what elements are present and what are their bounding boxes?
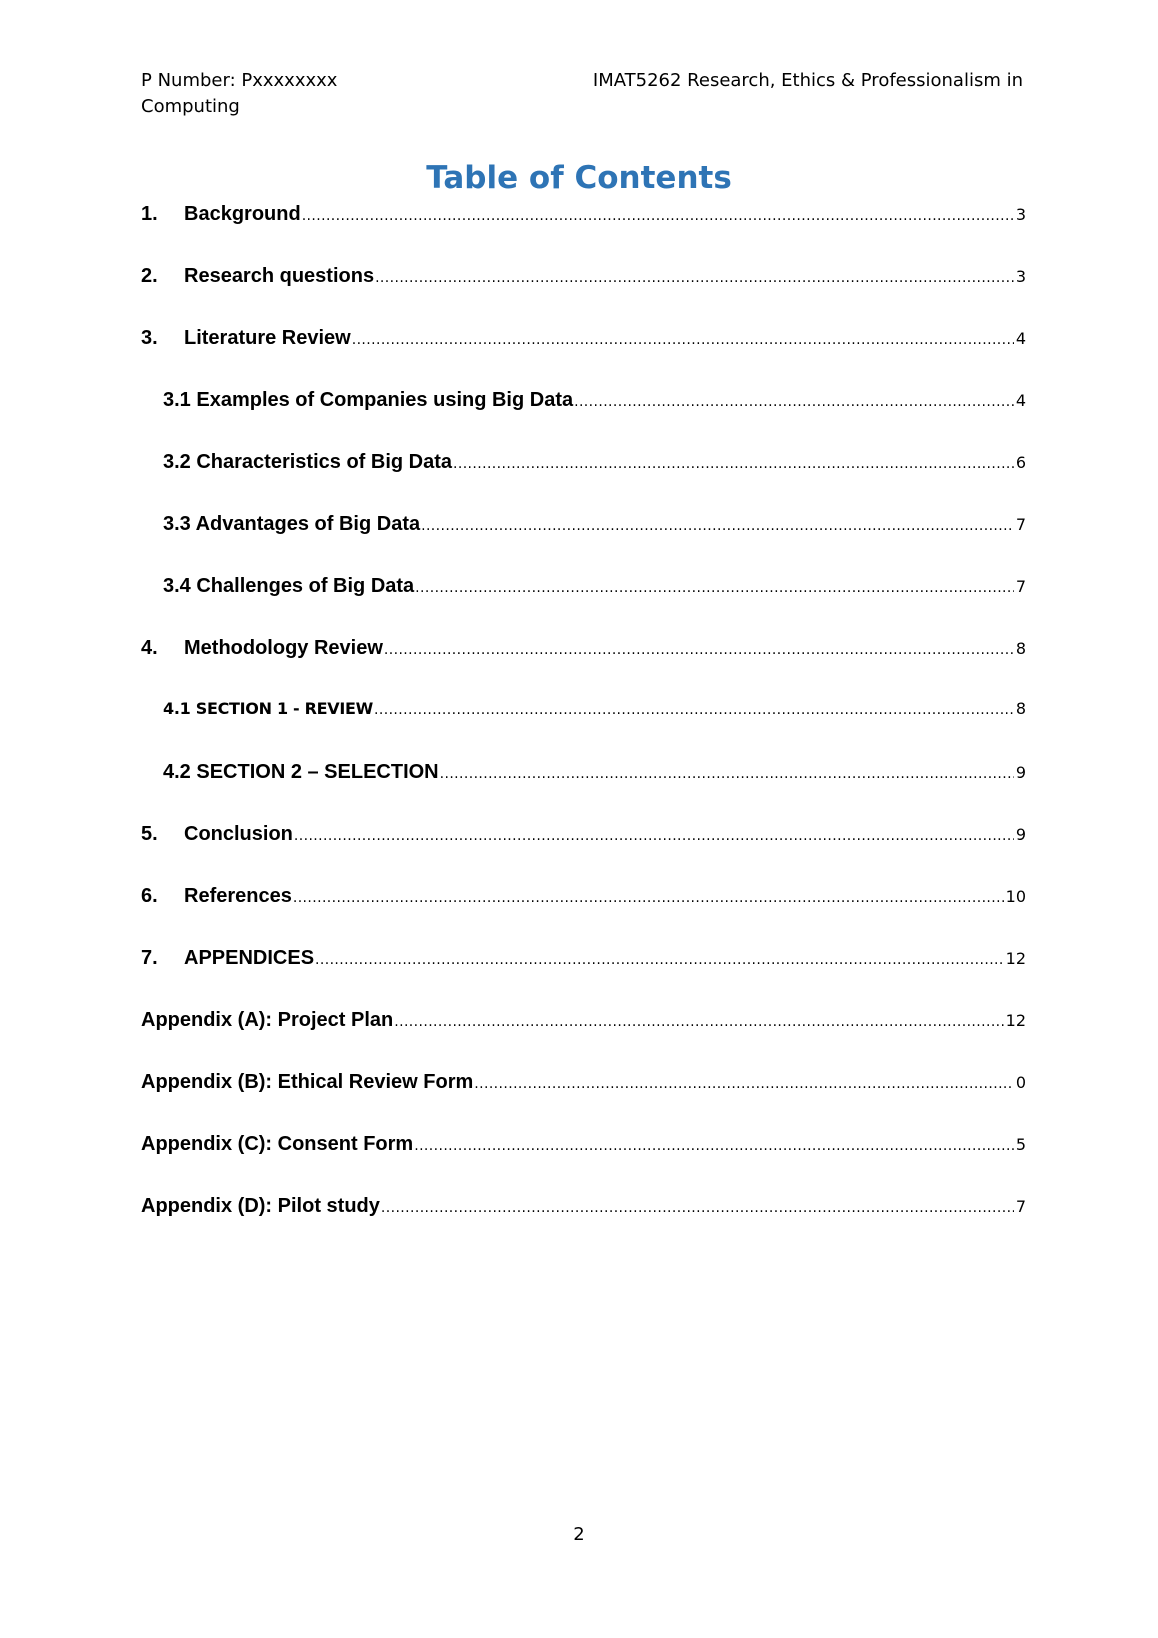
toc-entry-references[interactable] — [141, 885, 1026, 915]
toc-dot-leader — [293, 890, 1004, 906]
toc-entry-page: 3 — [1015, 205, 1026, 224]
toc-entry-page: 9 — [1015, 763, 1026, 782]
toc-entry-page: 9 — [1015, 825, 1026, 844]
toc-entry-number: 4. — [141, 637, 158, 659]
toc-dot-leader — [415, 580, 1014, 596]
toc-entry-label: Appendix (C): Consent Form — [141, 1133, 414, 1155]
toc-entry-page: 4 — [1015, 329, 1026, 348]
toc-dot-leader — [574, 394, 1014, 410]
toc-entry-appendix-d[interactable] — [141, 1195, 1026, 1225]
toc-dot-leader — [421, 518, 1014, 534]
toc-entry-advantages[interactable] — [141, 513, 1026, 543]
toc-entry-page: 7 — [1015, 515, 1026, 534]
toc-entry-label: 3.3 Advantages of Big Data — [163, 513, 421, 535]
toc-entry-label: Literature Review — [184, 327, 351, 349]
toc-entry-label: Methodology Review — [184, 637, 383, 659]
toc-entry-section-2-selection[interactable] — [141, 761, 1026, 791]
toc-entry-appendix-a[interactable] — [141, 1009, 1026, 1039]
header-p-number: P Number: Pxxxxxxxx — [141, 70, 338, 91]
toc-entry-characteristics[interactable] — [141, 451, 1026, 481]
toc-entry-page: 12 — [1005, 1011, 1026, 1030]
toc-entry-label: Research questions — [184, 265, 375, 287]
toc-entry-page: 12 — [1005, 949, 1026, 968]
toc-entry-label: APPENDICES — [184, 947, 315, 969]
toc-entry-page: 7 — [1015, 1197, 1026, 1216]
toc-dot-leader — [381, 1200, 1014, 1216]
toc-entry-label: References — [184, 885, 292, 907]
toc-entry-research-questions[interactable] — [141, 265, 1026, 295]
toc-entry-appendix-b[interactable] — [141, 1071, 1026, 1101]
toc-entry-literature-review[interactable] — [141, 327, 1026, 357]
toc-entry-page: 5 — [1015, 1135, 1026, 1154]
toc-entry-challenges[interactable] — [141, 575, 1026, 605]
toc-entry-methodology-review[interactable] — [141, 637, 1026, 667]
toc-dot-leader — [375, 270, 1014, 286]
toc-entry-section-1-review[interactable] — [141, 699, 1026, 729]
toc-dot-leader — [474, 1076, 1014, 1092]
toc-dot-leader — [384, 642, 1014, 658]
toc-entry-label: 4.1 SECTION 1 - REVIEW — [163, 699, 374, 718]
toc-entry-page: 8 — [1015, 639, 1026, 658]
toc-dot-leader — [394, 1014, 1003, 1030]
toc-entry-label: 4.2 SECTION 2 – SELECTION — [163, 761, 439, 783]
toc-entry-conclusion[interactable] — [141, 823, 1026, 853]
toc-dot-leader — [302, 208, 1014, 224]
toc-entry-page: 3 — [1015, 267, 1026, 286]
toc-entry-label: 3.2 Characteristics of Big Data — [163, 451, 452, 473]
toc-entry-number: 5. — [141, 823, 158, 845]
toc-entry-page: 7 — [1015, 577, 1026, 596]
toc-entry-label: 3.1 Examples of Companies using Big Data — [163, 389, 574, 411]
toc-entry-number: 3. — [141, 327, 158, 349]
toc-dot-leader — [294, 828, 1014, 844]
toc-entry-number: 2. — [141, 265, 158, 287]
toc-entry-appendices[interactable] — [141, 947, 1026, 977]
toc-dot-leader — [440, 766, 1014, 782]
toc-entry-label: Appendix (D): Pilot study — [141, 1195, 380, 1217]
toc-entry-page: 6 — [1015, 453, 1026, 472]
toc-entry-label: Appendix (B): Ethical Review Form — [141, 1071, 474, 1093]
toc-entry-label: Conclusion — [184, 823, 293, 845]
toc-dot-leader — [453, 456, 1014, 472]
toc-dot-leader — [414, 1138, 1014, 1154]
page-number: 2 — [573, 1524, 585, 1545]
toc-entry-page: 8 — [1015, 699, 1026, 718]
toc-entry-page: 10 — [1005, 887, 1026, 906]
header-module-title: IMAT5262 Research, Ethics & Professionalism in — [592, 70, 1023, 91]
toc-entry-appendix-c[interactable] — [141, 1133, 1026, 1163]
toc-entry-number: 7. — [141, 947, 158, 969]
header-module-title-continued: Computing — [141, 96, 240, 117]
toc-entry-number: 1. — [141, 203, 158, 225]
toc-dot-leader — [374, 702, 1014, 718]
toc-dot-leader — [352, 332, 1014, 348]
toc-entry-page: 4 — [1015, 391, 1026, 410]
toc-title: Table of Contents — [426, 160, 732, 196]
toc-entry-number: 6. — [141, 885, 158, 907]
toc-entry-label: Background — [184, 203, 301, 225]
toc-dot-leader — [315, 952, 1004, 968]
toc-entry-background[interactable] — [141, 203, 1026, 233]
toc-entry-examples-of-companies[interactable] — [141, 389, 1026, 419]
toc-entry-page: 0 — [1015, 1073, 1026, 1092]
toc-entry-label: Appendix (A): Project Plan — [141, 1009, 394, 1031]
toc-entry-label: 3.4 Challenges of Big Data — [163, 575, 415, 597]
